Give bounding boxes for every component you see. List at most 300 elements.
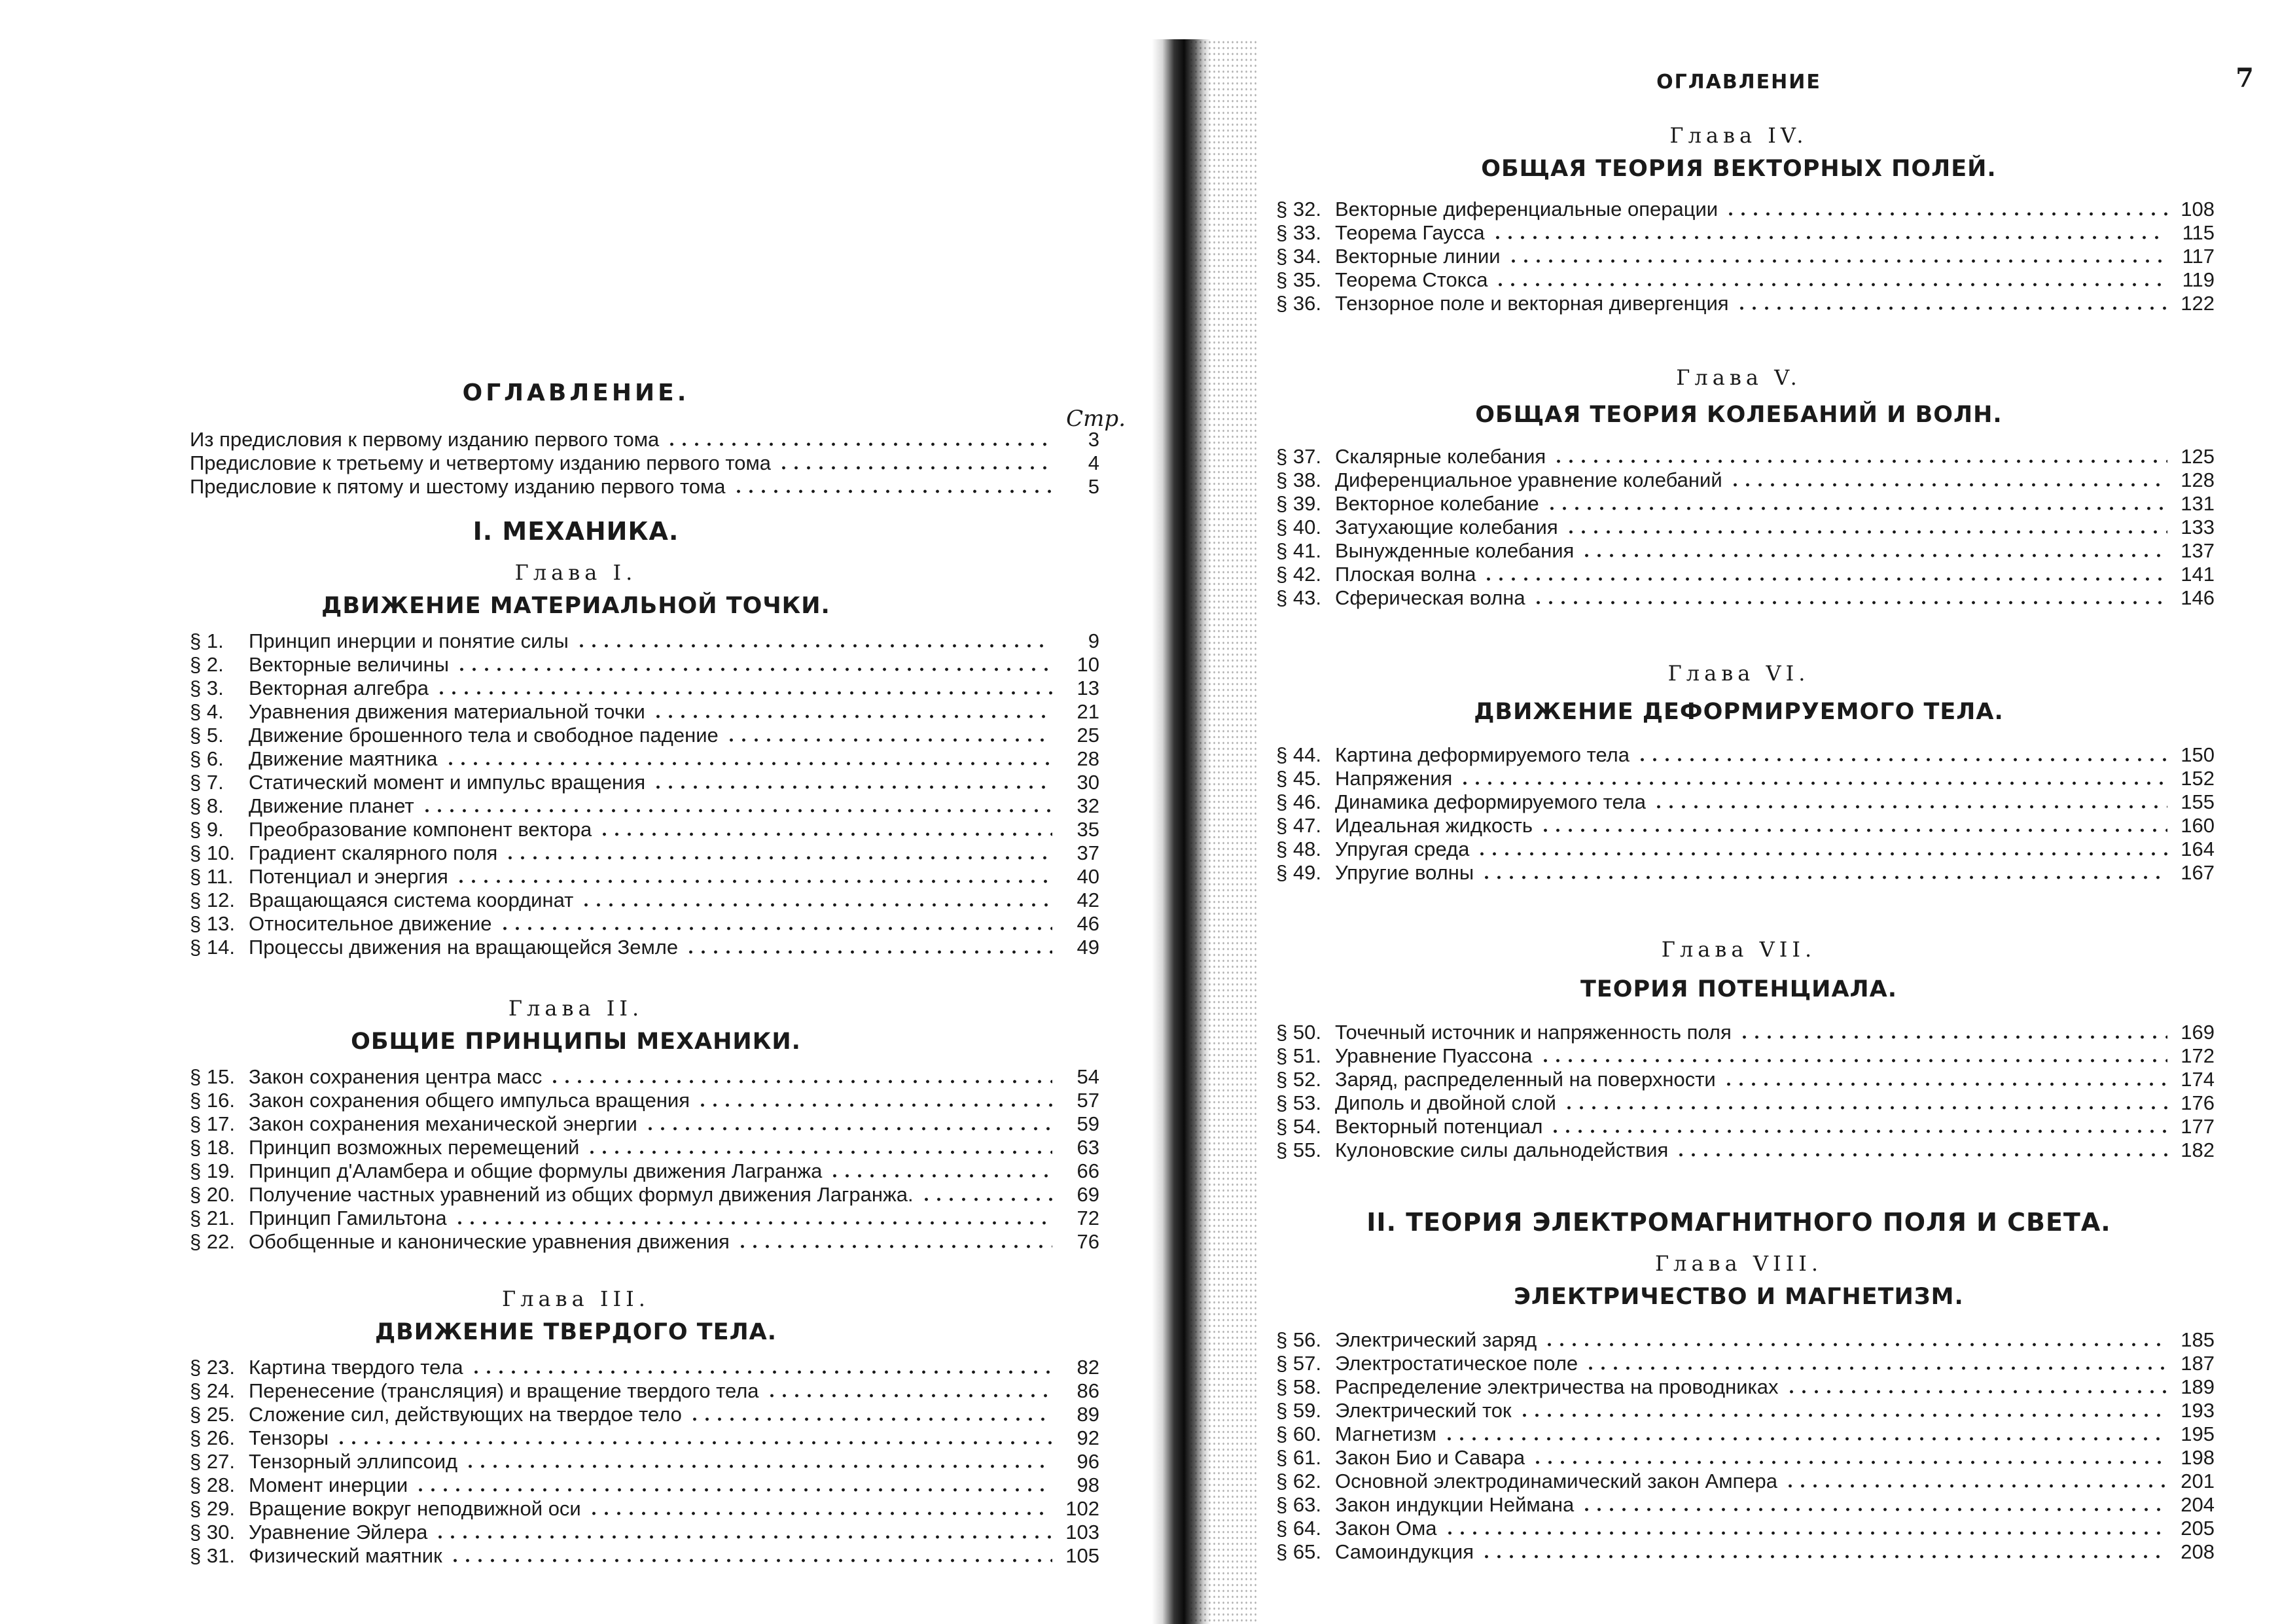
- dot-leader: [1549, 1129, 2167, 1133]
- toc-entry[interactable]: [1276, 1470, 2215, 1493]
- toc-title: ОГЛАВЛЕНИЕ.: [462, 380, 690, 406]
- chapter-entries: [190, 629, 1099, 959]
- entry-page: 4: [1088, 451, 1099, 474]
- dot-leader: [454, 1221, 1052, 1225]
- entry-page: 117: [2182, 245, 2215, 268]
- entry-title: Основной электродинамический закон Ампера: [1335, 1470, 1778, 1492]
- entry-number: § 22.: [190, 1230, 235, 1253]
- dot-leader: [1546, 506, 2167, 510]
- entry-page: 46: [1077, 912, 1099, 935]
- toc-entry[interactable]: [1276, 468, 2215, 492]
- entry-title: Векторная алгебра: [249, 677, 429, 699]
- entry-page: 105: [1065, 1544, 1099, 1567]
- dot-leader: [688, 1417, 1052, 1421]
- entry-title: Получение частных уравнений из общих формул движения Лагранжа.: [249, 1183, 914, 1206]
- part-title: I. МЕХАНИКА.: [472, 517, 679, 546]
- toc-entry[interactable]: [1276, 1446, 2215, 1470]
- dot-leader: [1494, 283, 2167, 287]
- dot-leader: [736, 1244, 1052, 1248]
- entry-number: § 31.: [190, 1544, 235, 1567]
- entry-number: § 29.: [190, 1497, 235, 1520]
- entry-page: 76: [1077, 1230, 1099, 1253]
- entry-title: Векторные линии: [1335, 245, 1501, 268]
- entry-title: Вращающаяся система координат: [249, 889, 574, 911]
- toc-entry[interactable]: [190, 1065, 1099, 1089]
- toc-entry[interactable]: [1276, 1115, 2215, 1139]
- entry-number: § 61.: [1276, 1446, 1321, 1469]
- dot-leader: [455, 879, 1052, 883]
- entry-page: 164: [2181, 838, 2215, 860]
- preface-list: [190, 428, 1099, 499]
- dot-leader: [666, 442, 1052, 446]
- toc-entry[interactable]: [1276, 1375, 2215, 1399]
- entry-page: 141: [2181, 563, 2215, 586]
- entry-number: § 1.: [190, 629, 224, 652]
- toc-entry[interactable]: [1276, 492, 2215, 516]
- entry-page: 21: [1077, 700, 1099, 723]
- entry-number: § 51.: [1276, 1044, 1321, 1067]
- toc-entry[interactable]: [1276, 743, 2215, 767]
- entry-title: Уравнение Пуассона: [1335, 1044, 1533, 1067]
- entry-title: Потенциал и энергия: [249, 865, 448, 888]
- entry-page: 86: [1077, 1379, 1099, 1402]
- dot-leader: [335, 1441, 1052, 1445]
- entry-number: § 56.: [1276, 1328, 1321, 1351]
- entry-title: Теорема Стокса: [1335, 268, 1488, 291]
- dot-leader: [1724, 212, 2167, 216]
- entry-number: § 33.: [1276, 221, 1321, 244]
- dot-leader: [580, 903, 1052, 907]
- entry-page: 28: [1077, 747, 1099, 770]
- dot-leader: [644, 1127, 1052, 1131]
- toc-entry[interactable]: [1276, 245, 2215, 268]
- entry-title: Закон сохранения общего импульса вращения: [249, 1089, 690, 1112]
- toc-entry[interactable]: [1276, 790, 2215, 814]
- entry-page: 63: [1077, 1136, 1099, 1159]
- dot-leader: [777, 466, 1052, 470]
- entry-number: § 54.: [1276, 1115, 1321, 1138]
- entry-title: Движение брошенного тела и свободное падение: [249, 724, 719, 747]
- entry-page: 57: [1077, 1089, 1099, 1112]
- entry-number: § 18.: [190, 1136, 235, 1159]
- entry-page: 115: [2182, 221, 2215, 244]
- toc-entry[interactable]: [190, 1403, 1099, 1426]
- entry-title: Закон Ома: [1335, 1517, 1437, 1540]
- entry-number: § 24.: [190, 1379, 235, 1402]
- toc-entry[interactable]: [190, 1474, 1099, 1497]
- toc-entry[interactable]: [190, 1521, 1099, 1544]
- dot-leader: [449, 1559, 1052, 1562]
- dot-leader: [586, 1150, 1052, 1154]
- entry-number: § 34.: [1276, 245, 1321, 268]
- toc-entry[interactable]: [190, 428, 1099, 451]
- entry-number: § 28.: [190, 1474, 235, 1496]
- entry-page: 182: [2181, 1139, 2215, 1161]
- toc-entry[interactable]: [1276, 516, 2215, 539]
- chapter-entries: [1276, 445, 2215, 610]
- entry-number: § 57.: [1276, 1352, 1321, 1375]
- dot-leader: [1480, 875, 2167, 879]
- entry-title: Заряд, распределенный на поверхности: [1335, 1068, 1716, 1091]
- entry-title: Диполь и двойной слой: [1335, 1091, 1556, 1114]
- dot-leader: [732, 489, 1052, 493]
- entry-number: § 3.: [190, 677, 224, 699]
- entry-number: § 62.: [1276, 1470, 1321, 1492]
- toc-entry[interactable]: [1276, 1091, 2215, 1115]
- toc-entry[interactable]: [190, 1426, 1099, 1450]
- dot-leader: [696, 1103, 1052, 1107]
- dot-leader: [1518, 1413, 2167, 1417]
- entry-number: § 16.: [190, 1089, 235, 1112]
- entry-title: Упругие волны: [1335, 861, 1474, 884]
- entry-title: Принцип Гамильтона: [249, 1207, 447, 1229]
- entry-page: 9: [1088, 629, 1099, 652]
- chapter-label: Глава I.: [514, 560, 637, 585]
- entry-number: § 4.: [190, 700, 224, 723]
- entry-number: § 25.: [190, 1403, 235, 1426]
- toc-entry[interactable]: [1276, 1139, 2215, 1162]
- entry-number: § 13.: [190, 912, 235, 935]
- entry-page: 103: [1065, 1521, 1099, 1544]
- dot-leader: [1539, 828, 2167, 832]
- entry-page: 66: [1077, 1159, 1099, 1182]
- entry-number: § 41.: [1276, 539, 1321, 562]
- chapter-entries: [1276, 743, 2215, 885]
- entry-page: 98: [1077, 1474, 1099, 1496]
- toc-entry[interactable]: [190, 1230, 1099, 1254]
- chapter-label: Глава VIII.: [1654, 1251, 1823, 1276]
- dot-leader: [1636, 758, 2167, 762]
- entry-number: § 42.: [1276, 563, 1321, 586]
- entry-title: Плоская волна: [1335, 563, 1476, 586]
- entry-title: Принцип инерции и понятие силы: [249, 629, 569, 652]
- dot-leader: [1675, 1153, 2167, 1157]
- toc-entry[interactable]: [1276, 445, 2215, 468]
- entry-page: 59: [1077, 1112, 1099, 1135]
- toc-entry[interactable]: [1276, 268, 2215, 292]
- entry-number: § 36.: [1276, 292, 1321, 315]
- entry-number: § 10.: [190, 841, 235, 864]
- dot-leader: [652, 715, 1052, 718]
- toc-entry[interactable]: [190, 475, 1099, 499]
- entry-title: Принцип возможных перемещений: [249, 1136, 580, 1159]
- toc-entry[interactable]: [190, 724, 1099, 747]
- toc-entry[interactable]: [1276, 1044, 2215, 1068]
- toc-entry[interactable]: [190, 1183, 1099, 1207]
- running-head: ОГЛАВЛЕНИЕ: [1656, 71, 1821, 94]
- entry-title: Закон сохранения механической энергии: [249, 1112, 637, 1135]
- entry-title: Физический маятник: [249, 1544, 442, 1567]
- dot-leader: [1584, 1366, 2167, 1370]
- toc-entry[interactable]: [1276, 1517, 2215, 1540]
- entry-title: Векторные величины: [249, 653, 450, 676]
- toc-entry[interactable]: [1276, 1399, 2215, 1422]
- entry-number: § 47.: [1276, 814, 1321, 837]
- dot-leader: [435, 691, 1052, 695]
- entry-number: § 2.: [190, 653, 224, 676]
- entry-page: 3: [1088, 428, 1099, 451]
- entry-title: Электростатическое поле: [1335, 1352, 1578, 1375]
- entry-page: 125: [2181, 445, 2215, 468]
- dot-leader: [1476, 852, 2167, 856]
- toc-entry[interactable]: [1276, 586, 2215, 610]
- dot-leader: [1532, 601, 2167, 605]
- toc-entry[interactable]: [190, 865, 1099, 889]
- entry-title: Затухающие колебания: [1335, 516, 1558, 538]
- chapter-entries: [1276, 1328, 2215, 1564]
- entry-title: Градиент скалярного поля: [249, 841, 498, 864]
- entry-page: 169: [2181, 1021, 2215, 1044]
- entry-page: 198: [2181, 1446, 2215, 1469]
- toc-entry[interactable]: [1276, 563, 2215, 586]
- dot-leader: [464, 1464, 1052, 1468]
- entry-number: § 17.: [190, 1112, 235, 1135]
- dot-leader: [1580, 1508, 2167, 1511]
- dot-leader: [1482, 577, 2167, 581]
- entry-number: § 60.: [1276, 1422, 1321, 1445]
- chapter-title: ОБЩАЯ ТЕОРИЯ ВЕКТОРНЫХ ПОЛЕЙ.: [1481, 156, 1997, 182]
- toc-entry[interactable]: [190, 912, 1099, 936]
- entry-title: Статический момент и импульс вращения: [249, 771, 646, 794]
- entry-title: Электрический ток: [1335, 1399, 1512, 1422]
- entry-page: 172: [2181, 1044, 2215, 1067]
- dot-leader: [1531, 1460, 2167, 1464]
- entry-number: § 35.: [1276, 268, 1321, 291]
- entry-number: § 8.: [190, 794, 224, 817]
- dot-leader: [652, 785, 1052, 789]
- entry-page: 195: [2181, 1422, 2215, 1445]
- toc-entry[interactable]: [1276, 1540, 2215, 1564]
- entry-page: 185: [2181, 1328, 2215, 1351]
- chapter-entries: [190, 1065, 1099, 1254]
- entry-number: § 37.: [1276, 445, 1321, 468]
- entry-title: Скалярные колебания: [1335, 445, 1546, 468]
- dot-leader: [1722, 1082, 2167, 1086]
- toc-entry[interactable]: [1276, 767, 2215, 790]
- toc-entry[interactable]: [190, 653, 1099, 677]
- entry-number: § 11.: [190, 865, 234, 888]
- entry-page: 174: [2181, 1068, 2215, 1091]
- toc-entry[interactable]: [190, 1112, 1099, 1136]
- entry-number: § 58.: [1276, 1375, 1321, 1398]
- dot-leader: [548, 1080, 1052, 1084]
- dot-leader: [766, 1394, 1052, 1398]
- toc-entry[interactable]: [190, 700, 1099, 724]
- toc-entry[interactable]: [1276, 1068, 2215, 1091]
- dot-leader: [1552, 459, 2167, 463]
- dot-leader: [1785, 1390, 2167, 1394]
- entry-page: 150: [2181, 743, 2215, 766]
- toc-entry[interactable]: [190, 794, 1099, 818]
- toc-entry[interactable]: [190, 1379, 1099, 1403]
- chapter-entries: [1276, 1021, 2215, 1162]
- entry-page: 32: [1077, 794, 1099, 817]
- dot-leader: [588, 1511, 1052, 1515]
- dot-leader: [421, 809, 1052, 813]
- entry-title: Закон Био и Савара: [1335, 1446, 1525, 1469]
- entry-page: 176: [2181, 1091, 2215, 1114]
- entry-title: Момент инерции: [249, 1474, 408, 1496]
- toc-entry[interactable]: [190, 1159, 1099, 1183]
- entry-title: Уравнение Эйлера: [249, 1521, 428, 1544]
- dot-leader: [1729, 483, 2167, 487]
- toc-entry[interactable]: [190, 818, 1099, 841]
- entry-number: § 46.: [1276, 790, 1321, 813]
- entry-number: § 14.: [190, 936, 235, 959]
- entry-title: Закон сохранения центра масс: [249, 1065, 543, 1088]
- toc-entry[interactable]: [190, 1089, 1099, 1112]
- toc-entry[interactable]: [1276, 1328, 2215, 1352]
- entry-page: 42: [1077, 889, 1099, 911]
- entry-title: Движение маятника: [249, 747, 438, 770]
- entry-number: § 23.: [190, 1356, 235, 1379]
- toc-entry[interactable]: [1276, 1021, 2215, 1044]
- toc-entry[interactable]: [1276, 1493, 2215, 1517]
- entry-page: 82: [1077, 1356, 1099, 1379]
- toc-entry[interactable]: [1276, 539, 2215, 563]
- entry-page: 49: [1077, 936, 1099, 959]
- toc-entry[interactable]: [190, 1450, 1099, 1474]
- entry-number: § 15.: [190, 1065, 235, 1088]
- entry-title: Идеальная жидкость: [1335, 814, 1533, 837]
- entry-title: Из предисловия к первому изданию первого тома: [190, 428, 660, 451]
- entry-number: § 7.: [190, 771, 224, 794]
- toc-entry[interactable]: [1276, 1422, 2215, 1446]
- entry-number: § 9.: [190, 818, 224, 841]
- toc-entry[interactable]: [1276, 198, 2215, 221]
- chapter-title: ОБЩАЯ ТЕОРИЯ КОЛЕБАНИЙ И ВОЛН.: [1475, 402, 2003, 428]
- entry-number: § 65.: [1276, 1540, 1321, 1563]
- entry-title: Напряжения: [1335, 767, 1453, 790]
- chapter-label: Глава V.: [1676, 365, 1802, 390]
- entry-number: § 40.: [1276, 516, 1321, 538]
- entry-title: Предисловие к пятому и шестому изданию первого тома: [190, 475, 726, 498]
- toc-entry[interactable]: [190, 1544, 1099, 1568]
- entry-page: 40: [1077, 865, 1099, 888]
- entry-title: Процессы движения на вращающейся Земле: [249, 936, 679, 959]
- dot-leader: [1480, 1555, 2167, 1559]
- entry-title: Магнетизм: [1335, 1422, 1437, 1445]
- toc-entry[interactable]: [1276, 221, 2215, 245]
- entry-title: Тензорный эллипсоид: [249, 1450, 458, 1473]
- dot-leader: [920, 1197, 1052, 1201]
- dot-leader: [1784, 1484, 2167, 1488]
- entry-page: 5: [1088, 475, 1099, 498]
- entry-page: 177: [2181, 1115, 2215, 1138]
- toc-entry[interactable]: [190, 677, 1099, 700]
- toc-entry[interactable]: [1276, 814, 2215, 838]
- dot-leader: [725, 738, 1052, 742]
- toc-entry[interactable]: [190, 841, 1099, 865]
- toc-entry[interactable]: [1276, 1352, 2215, 1375]
- toc-entry[interactable]: [190, 771, 1099, 794]
- toc-entry[interactable]: [190, 451, 1099, 475]
- dot-leader: [1736, 306, 2167, 310]
- entry-number: § 30.: [190, 1521, 235, 1544]
- entry-number: § 59.: [1276, 1399, 1321, 1422]
- entry-number: § 12.: [190, 889, 235, 911]
- entry-title: Тензоры: [249, 1426, 329, 1449]
- entry-page: 69: [1077, 1183, 1099, 1206]
- entry-page: 102: [1065, 1497, 1099, 1520]
- entry-title: Принцип д'Аламбера и общие формулы движения Лагранжа: [249, 1159, 823, 1182]
- entry-page: 96: [1077, 1450, 1099, 1473]
- dot-leader: [1563, 1106, 2167, 1110]
- entry-number: § 52.: [1276, 1068, 1321, 1091]
- toc-entry[interactable]: [1276, 838, 2215, 861]
- dot-leader: [685, 950, 1052, 954]
- entry-number: § 43.: [1276, 586, 1321, 609]
- toc-entry[interactable]: [190, 889, 1099, 912]
- entry-page: 35: [1077, 818, 1099, 841]
- toc-entry[interactable]: [190, 629, 1099, 653]
- entry-title: Диференциальное уравнение колебаний: [1335, 468, 1722, 491]
- toc-entry[interactable]: [190, 1136, 1099, 1159]
- dot-leader: [499, 927, 1052, 930]
- part-title: II. ТЕОРИЯ ЭЛЕКТРОМАГНИТНОГО ПОЛЯ И СВЕТА.: [1366, 1208, 2111, 1237]
- entry-number: § 26.: [190, 1426, 235, 1449]
- dot-leader: [1459, 781, 2167, 785]
- entry-page: 201: [2181, 1470, 2215, 1492]
- entry-page: 13: [1077, 677, 1099, 699]
- toc-entry[interactable]: [190, 1207, 1099, 1230]
- entry-number: § 55.: [1276, 1139, 1321, 1161]
- toc-entry[interactable]: [190, 936, 1099, 959]
- toc-entry[interactable]: [190, 1497, 1099, 1521]
- toc-entry[interactable]: [1276, 292, 2215, 315]
- toc-entry[interactable]: [190, 747, 1099, 771]
- entry-page: 187: [2181, 1352, 2215, 1375]
- entry-number: § 38.: [1276, 468, 1321, 491]
- entry-number: § 20.: [190, 1183, 235, 1206]
- toc-entry[interactable]: [190, 1356, 1099, 1379]
- entry-page: 208: [2181, 1540, 2215, 1563]
- entry-title: Кулоновские силы дальнодействия: [1335, 1139, 1669, 1161]
- chapter-title: ТЕОРИЯ ПОТЕНЦИАЛА.: [1580, 976, 1898, 1002]
- entry-number: § 5.: [190, 724, 224, 747]
- dot-leader: [504, 856, 1052, 860]
- entry-page: 204: [2181, 1493, 2215, 1516]
- entry-page: 128: [2181, 468, 2215, 491]
- entry-page: 119: [2182, 268, 2215, 291]
- entry-page: 205: [2181, 1517, 2215, 1540]
- entry-page: 146: [2181, 586, 2215, 609]
- entry-page: 10: [1077, 653, 1099, 676]
- entry-number: § 39.: [1276, 492, 1321, 515]
- entry-page: 189: [2181, 1375, 2215, 1398]
- dot-leader: [1565, 530, 2167, 534]
- entry-number: § 63.: [1276, 1493, 1321, 1516]
- entry-page: 193: [2181, 1399, 2215, 1422]
- dot-leader: [1444, 1531, 2167, 1535]
- entry-title: Относительное движение: [249, 912, 492, 935]
- entry-title: Вращение вокруг неподвижной оси: [249, 1497, 581, 1520]
- pages-column-label: Стр.: [1066, 406, 1126, 432]
- entry-page: 167: [2181, 861, 2215, 884]
- entry-page: 30: [1077, 771, 1099, 794]
- chapter-entries: [1276, 198, 2215, 315]
- entry-title: Уравнения движения материальной точки: [249, 700, 645, 723]
- dot-leader: [434, 1535, 1052, 1539]
- dot-leader: [444, 762, 1052, 766]
- entry-page: 155: [2181, 790, 2215, 813]
- entry-title: Динамика деформируемого тела: [1335, 790, 1647, 813]
- entry-number: § 48.: [1276, 838, 1321, 860]
- dot-leader: [1580, 554, 2167, 557]
- dot-leader: [1543, 1343, 2167, 1347]
- entry-title: Движение планет: [249, 794, 414, 817]
- toc-entry[interactable]: [1276, 861, 2215, 885]
